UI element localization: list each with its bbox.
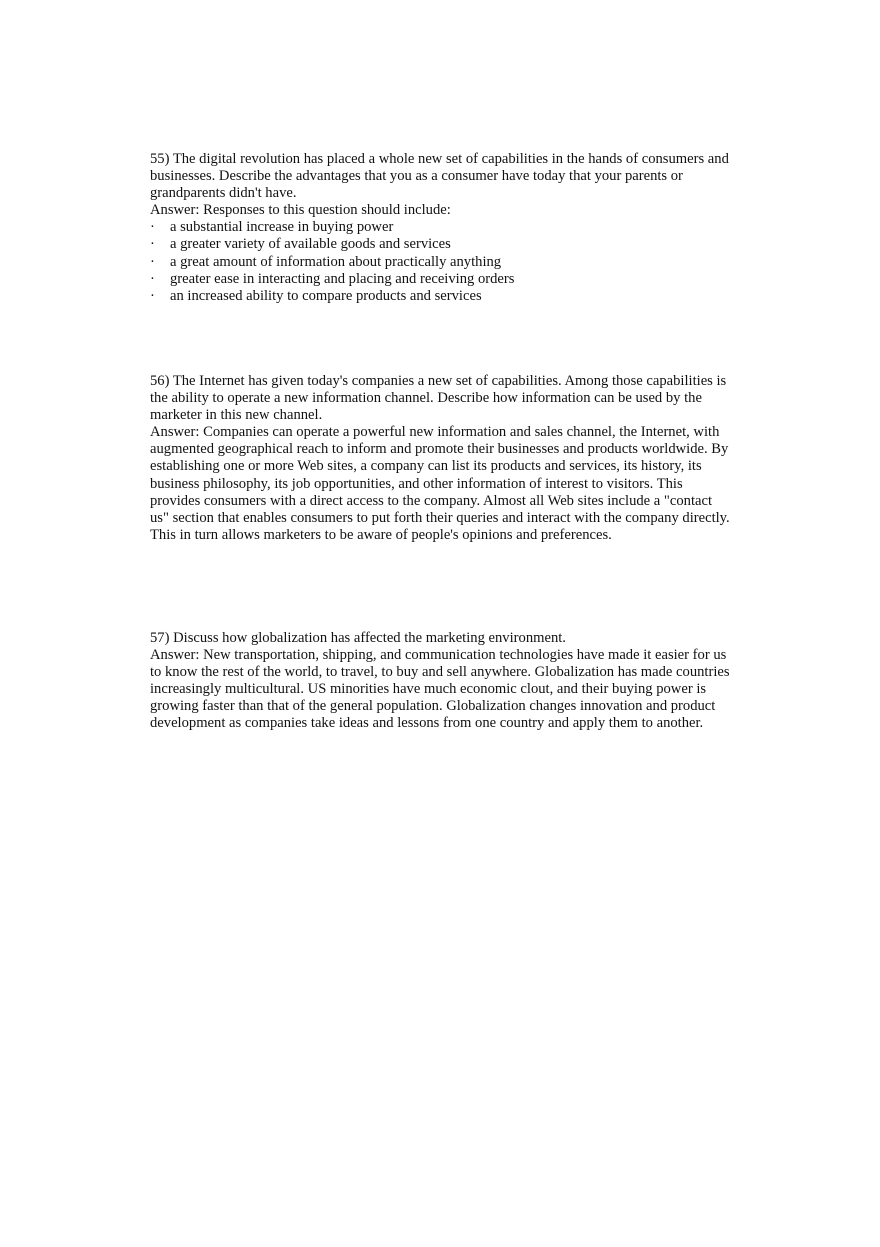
bullet-text: a substantial increase in buying power — [170, 219, 394, 236]
answer-text: Answer: Companies can operate a powerful new information and sales channel, the Internet, with augmented geographical reach to inform and promote their businesses and products worldwide. By establishing one or more Web sites, a company can list its products and services, its history, its business philosophy, its job opportunities, and other information of interest to visitors. This provides consumers with a direct access to the company. Almost all Web sites include a "contact us" section that enables consumers to put forth their queries and interact with the company directly. This in turn allows marketers to be aware of people's opinions and preferences. — [150, 424, 730, 543]
question-56 — [150, 373, 732, 544]
answer-text: Answer: New transportation, shipping, and communication technologies have made it easier for us to know the rest of the world, to travel, to buy and sell anywhere. Globalization has made countries increasingly multicultural. US minorities have much economic clout, and their buying power is growing faster than that of the general population. Globalization changes innovation and product development as companies take ideas and lessons from one country and apply them to another. — [150, 647, 730, 732]
list-item — [150, 254, 732, 271]
answer-text: Answer: Responses to this question should include: — [150, 202, 451, 219]
bullet-text: a greater variety of available goods and services — [170, 236, 451, 253]
question-text: 57) Discuss how globalization has affected the marketing environment. — [150, 630, 566, 646]
bullet-icon: · — [150, 253, 155, 270]
bullet-text: an increased ability to compare products and services — [170, 287, 482, 304]
bullet-text: a great amount of information about practically anything — [170, 253, 502, 270]
answer-bullet-list — [150, 219, 732, 304]
list-item — [150, 288, 732, 305]
bullet-text: greater ease in interacting and placing and receiving orders — [170, 270, 515, 287]
bullet-icon: · — [150, 270, 155, 287]
question-text: 56) The Internet has given today's companies a new set of capabilities. Among those capabilities is the ability to operate a new information channel. Describe how information can be used by the marketer in this new channel. — [150, 373, 727, 424]
question-55 — [150, 151, 732, 305]
bullet-icon: · — [150, 287, 155, 304]
list-item — [150, 219, 732, 236]
question-57 — [150, 630, 732, 733]
bullet-icon: · — [150, 219, 155, 236]
bullet-icon: · — [150, 236, 155, 253]
list-item — [150, 236, 732, 253]
question-text: 55) The digital revolution has placed a whole new set of capabilities in the hands of consumers and businesses. Describe the advantages that you as a consumer have today that your parents or grandparents didn't have. — [150, 151, 729, 202]
list-item — [150, 271, 732, 288]
